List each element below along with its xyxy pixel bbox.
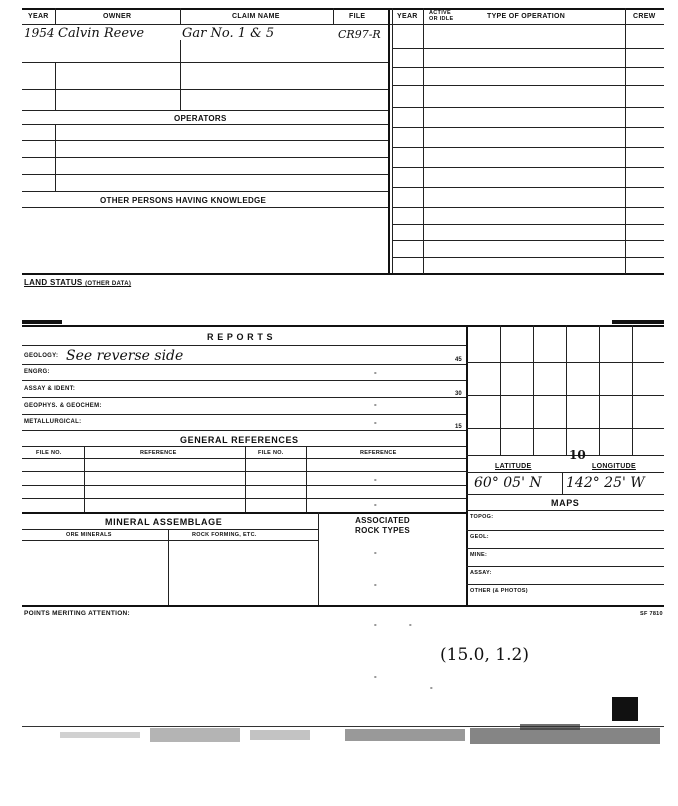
ore-minerals-label: ORE MINERALS <box>66 532 112 538</box>
other-persons-heading: OTHER PERSONS HAVING KNOWLEDGE <box>100 196 267 205</box>
header-active-idle: ACTIVE OR IDLE <box>429 10 454 22</box>
geology-label: GEOLOGY: <box>24 353 59 359</box>
mineral-assemblage-heading: MINERAL ASSEMBLAGE <box>105 517 223 527</box>
longitude-value: 142° 25' W <box>566 475 645 491</box>
maps-geol: GEOL: <box>470 534 489 540</box>
header-claim-name: CLAIM NAME <box>232 13 280 20</box>
maps-heading: MAPS <box>551 498 580 508</box>
coord-note: (15.0, 1.2) <box>440 645 529 665</box>
general-references-heading: GENERAL REFERENCES <box>180 435 299 445</box>
latitude-value: 60° 05' N <box>474 475 542 491</box>
header-year-2: YEAR <box>397 13 418 20</box>
ref-reference-2: REFERENCE <box>360 450 397 456</box>
header-file: FILE <box>349 13 366 20</box>
associated-rock-types: ASSOCIATED ROCK TYPES <box>355 516 411 535</box>
num-15: 15 <box>455 424 462 430</box>
ref-reference-1: REFERENCE <box>140 450 177 456</box>
land-status-heading: LAND STATUS (OTHER DATA) <box>24 278 132 287</box>
entry-claim-name: Gar No. 1 & 5 <box>182 26 275 41</box>
maps-other: OTHER (& PHOTOS) <box>470 588 528 594</box>
num-45: 45 <box>455 357 462 363</box>
maps-mine: MINE: <box>470 552 488 558</box>
points-meriting-attention: POINTS MERITING ATTENTION: <box>24 610 131 617</box>
num-30: 30 <box>455 391 462 397</box>
ref-file-no-1: FILE NO. <box>36 450 62 456</box>
header-type-of-operation: TYPE OF OPERATION <box>487 13 566 20</box>
circled-mark: 10 <box>569 448 586 462</box>
maps-assay: ASSAY: <box>470 570 492 576</box>
reports-heading: R E P O R T S <box>207 332 274 342</box>
geology-value: See reverse side <box>66 348 184 364</box>
entry-file: CR97-R <box>338 28 381 41</box>
metallurgical-label: METALLURGICAL: <box>24 419 82 425</box>
ref-file-no-2: FILE NO. <box>258 450 284 456</box>
form-number: SF 7810 <box>640 611 663 617</box>
longitude-label: LONGITUDE <box>592 463 636 470</box>
latitude-label: LATITUDE <box>495 463 532 470</box>
header-year: YEAR <box>28 13 49 20</box>
maps-topog: TOPOG: <box>470 514 494 520</box>
entry-year: 1954 <box>24 26 55 40</box>
header-crew: CREW <box>633 13 656 20</box>
entry-owner: Calvin Reeve <box>58 26 145 41</box>
operators-heading: OPERATORS <box>174 114 227 123</box>
assay-label: ASSAY & IDENT: <box>24 386 76 392</box>
engrg-label: ENGRG: <box>24 369 50 375</box>
header-owner: OWNER <box>103 13 132 20</box>
geophys-label: GEOPHYS. & GEOCHEM: <box>24 403 102 409</box>
rock-forming-label: ROCK FORMING, ETC. <box>192 532 257 538</box>
scan-noise-band <box>0 718 678 758</box>
